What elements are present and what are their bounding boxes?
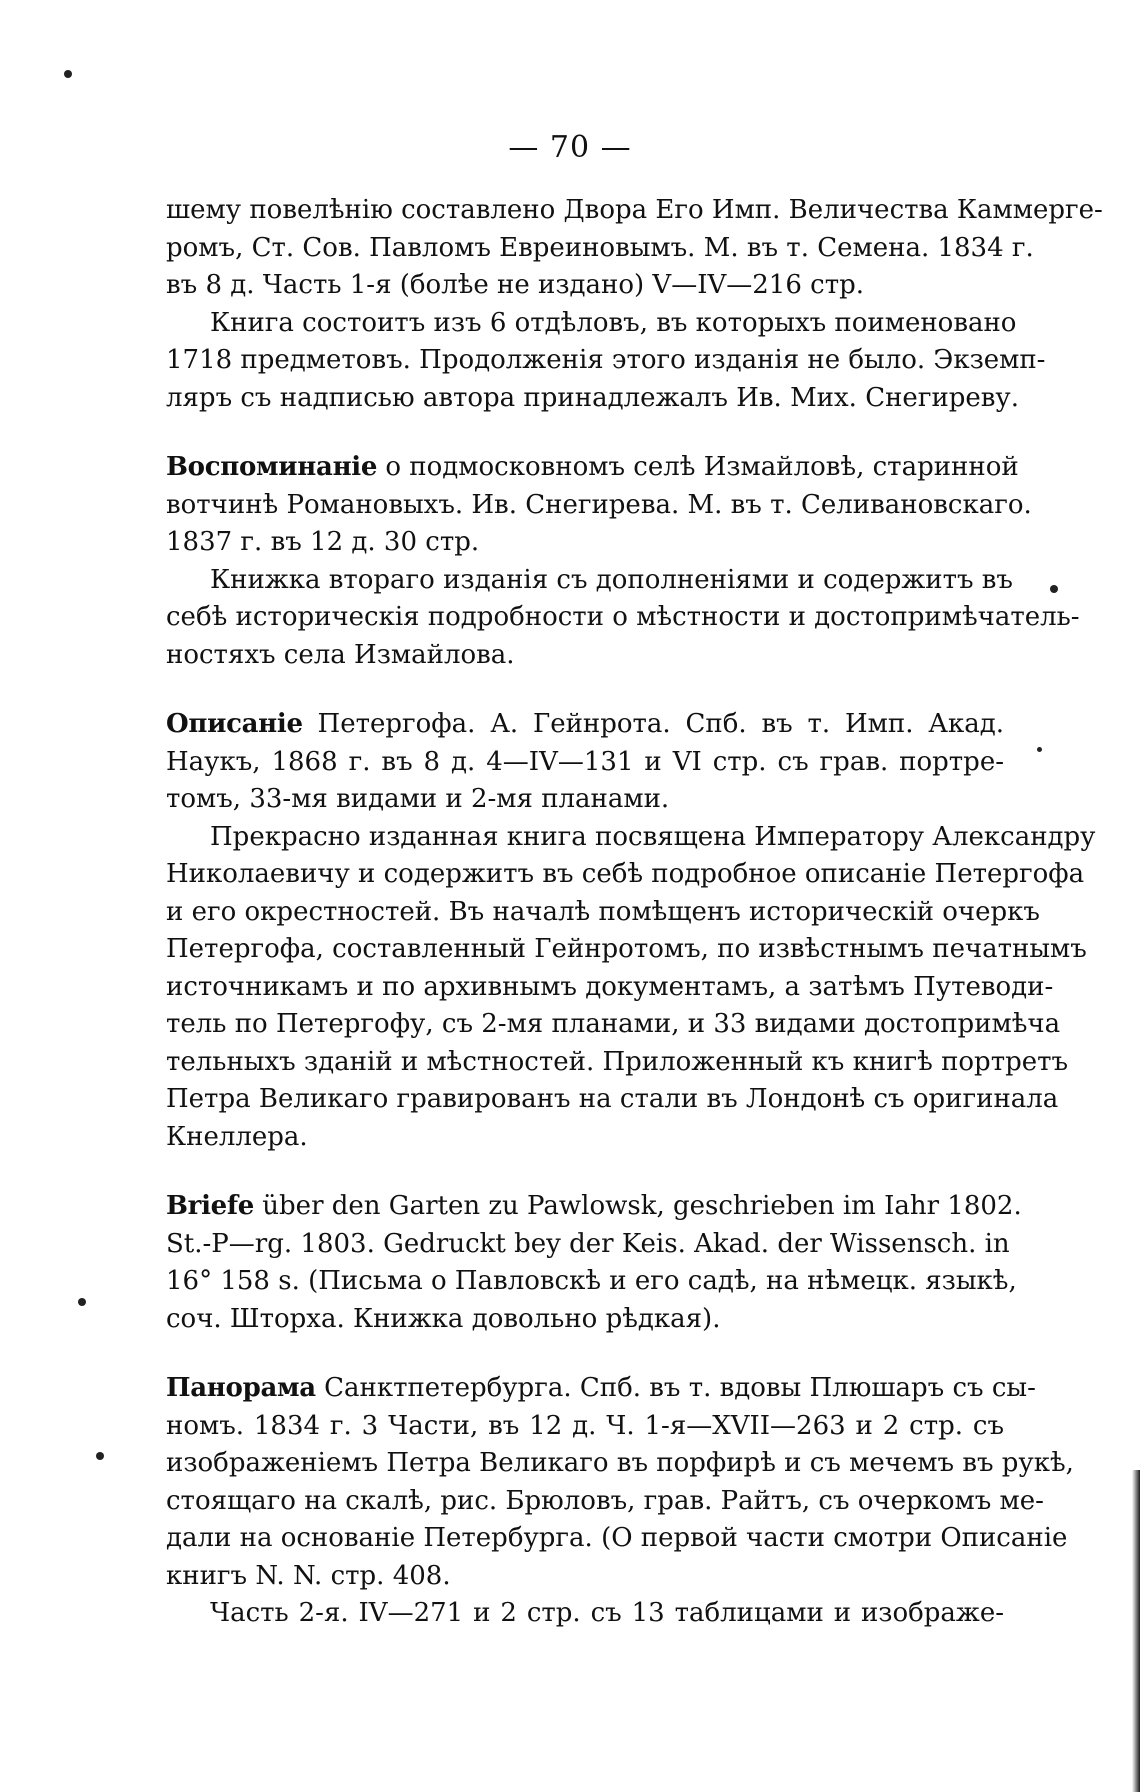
entry-briefe: [166, 1188, 1022, 1338]
text-line: Книжка втораго изданія съ дополненіями и содержитъ въ: [210, 564, 1013, 595]
scan-speck: [1037, 747, 1042, 752]
text-line: въ 8 д. Часть 1-я (болѣе не издано) V—IV—216 стр.: [166, 270, 865, 300]
text-line: 16° 158 s. (Письма о Павловскѣ и его садѣ, на нѣмецк. языкѣ,: [166, 1266, 1017, 1296]
entry-lead: Панорама: [166, 1373, 316, 1403]
text-line: ромъ, Ст. Сов. Павломъ Евреиновымъ. М. въ т. Семена. 1834 г.: [166, 232, 1034, 263]
text-line: шему повелѣнію составлено Двора Его Имп. Величества Каммерге-: [166, 195, 1103, 225]
text-line: номъ. 1834 г. 3 Части, въ 12 д. Ч. 1-я—XVII—263 и 2 стр. съ: [166, 1410, 1004, 1441]
text-line: тель по Петергофу, съ 2-мя планами, и 33 видами достопримѣча: [166, 1009, 1061, 1039]
scan-speck: [64, 70, 72, 78]
text-line: томъ, 33-мя видами и 2-мя планами.: [166, 784, 670, 814]
text-line: Петра Великаго гравированъ на стали въ Лондонѣ съ оригинала: [166, 1084, 1059, 1114]
text-line: Книга состоитъ изъ 6 отдѣловъ, въ которыхъ поименовано: [210, 307, 1017, 338]
entry-lead-rest: über den Garten zu Pawlowsk, geschrieben im Iahr 1802.: [254, 1191, 1022, 1221]
text-line: Николаевичу и содержитъ въ себѣ подробное описаніе Петергофа: [166, 859, 1085, 889]
text-line: изображеніемъ Петра Великаго въ порфирѣ и съ мечемъ въ рукѣ,: [166, 1448, 1074, 1478]
text-line: себѣ историческія подробности о мѣстности и достопримѣчатель-: [166, 602, 1080, 632]
scan-speck: [96, 1452, 104, 1460]
text-line: Прекрасно изданная книга посвящена Императору Александру: [210, 821, 1096, 852]
entry-lead-rest: Санктпетербурга. Спб. въ т. вдовы Плюшаръ съ сы-: [315, 1373, 1036, 1403]
entry-lead: Briefe: [166, 1191, 255, 1221]
scan-speck: [78, 1298, 86, 1306]
entry-continuation: [166, 192, 1103, 417]
entry-lead: Описаніе: [166, 709, 303, 739]
text-line: Петергофа, составленный Гейнротомъ, по извѣстнымъ печатнымъ: [166, 934, 1087, 964]
page-text: [166, 192, 1103, 1633]
entry-vospominanie: [166, 449, 1080, 674]
text-line: [166, 706, 1004, 744]
text-line: 1718 предметовъ. Продолженія этого изданія не было. Экземп-: [166, 345, 1046, 375]
text-line: 1837 г. въ 12 д. 30 стр.: [166, 527, 480, 557]
text-line: ностяхъ села Измайлова.: [166, 639, 515, 670]
text-line: тельныхъ зданій и мѣстностей. Приложенный къ книгѣ портретъ: [166, 1046, 1069, 1077]
entry-lead-rest: о подмосковномъ селѣ Измайловѣ, старинной: [377, 452, 1019, 482]
text-line: ляръ съ надписью автора принадлежалъ Ив. Мих. Снегиреву.: [166, 382, 1019, 413]
entry-opisanie: [166, 706, 1096, 1156]
entry-panorama: [166, 1370, 1074, 1633]
text-line: [166, 1370, 1036, 1408]
page-number: — 70 —: [508, 130, 632, 165]
text-line: вотчинѣ Романовыхъ. Ив. Снегирева. М. въ т. Селивановскаго.: [166, 489, 1032, 520]
text-line: [166, 1188, 1022, 1226]
scan-page-edge-shadow: [1132, 1470, 1140, 1792]
text-line: стоящаго на скалѣ, рис. Брюловъ, грав. Райтъ, съ очеркомъ ме-: [166, 1485, 1044, 1516]
text-line: [166, 449, 1019, 487]
text-line: книгъ N. N. стр. 408.: [166, 1560, 451, 1591]
text-line: и его окрестностей. Въ началѣ помѣщенъ историческій очеркъ: [166, 896, 1040, 927]
text-line: соч. Шторха. Книжка довольно рѣдкая).: [166, 1303, 721, 1334]
text-line: Кнеллера.: [166, 1121, 308, 1152]
text-line: St.-P—rg. 1803. Gedruckt bey der Keis. Akad. der Wissensch. in: [166, 1228, 1010, 1259]
entry-lead: Воспоминаніе: [166, 452, 378, 482]
entry-lead-rest: Петергофа. А. Гейнрота. Спб. въ т. Имп. Акад.: [302, 709, 1004, 739]
text-line: дали на основаніе Петербурга. (О первой части смотри Описаніе: [166, 1523, 1068, 1553]
scan-speck: [1050, 585, 1058, 593]
text-line: источникамъ и по архивнымъ документамъ, а затѣмъ Путеводи-: [166, 971, 1054, 1002]
text-line: Наукъ, 1868 г. въ 8 д. 4—IV—131 и VI стр. съ грав. портре-: [166, 746, 1004, 777]
text-line: Часть 2-я. IV—271 и 2 стр. съ 13 таблицами и изображе-: [210, 1598, 1004, 1628]
